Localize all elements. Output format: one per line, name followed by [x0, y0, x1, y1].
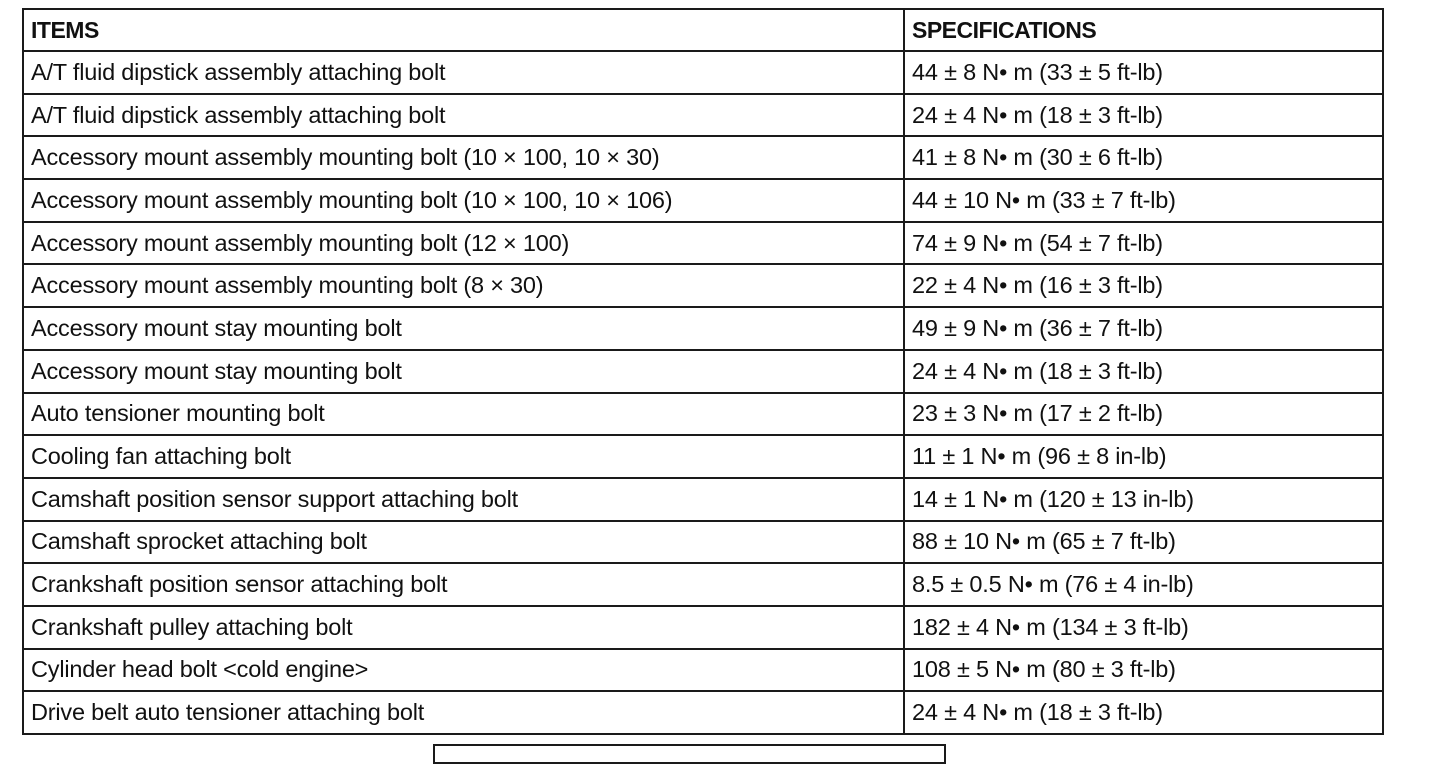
- specifications-table: [22, 8, 1384, 735]
- table-row: [23, 94, 1383, 137]
- spec-cell: 11 ± 1 N• m (96 ± 8 in-lb): [904, 435, 1383, 478]
- table-row: [23, 691, 1383, 734]
- item-cell: Accessory mount stay mounting bolt: [23, 350, 904, 393]
- table-row: [23, 563, 1383, 606]
- item-cell: Accessory mount assembly mounting bolt (12 × 100): [23, 222, 904, 265]
- item-cell: Crankshaft position sensor attaching bolt: [23, 563, 904, 606]
- item-cell: Drive belt auto tensioner attaching bolt: [23, 691, 904, 734]
- spec-cell: 108 ± 5 N• m (80 ± 3 ft-lb): [904, 649, 1383, 692]
- items-column-header: ITEMS: [23, 9, 904, 51]
- spec-cell: 44 ± 10 N• m (33 ± 7 ft-lb): [904, 179, 1383, 222]
- item-cell: Auto tensioner mounting bolt: [23, 393, 904, 436]
- spec-cell: 74 ± 9 N• m (54 ± 7 ft-lb): [904, 222, 1383, 265]
- spec-cell: 14 ± 1 N• m (120 ± 13 in-lb): [904, 478, 1383, 521]
- table-header-row: [23, 9, 1383, 51]
- item-cell: Accessory mount stay mounting bolt: [23, 307, 904, 350]
- item-cell: Accessory mount assembly mounting bolt (10 × 100, 10 × 30): [23, 136, 904, 179]
- item-cell: Camshaft sprocket attaching bolt: [23, 521, 904, 564]
- item-cell: Crankshaft pulley attaching bolt: [23, 606, 904, 649]
- table-row: [23, 435, 1383, 478]
- table-row: [23, 222, 1383, 265]
- table-row: [23, 51, 1383, 94]
- item-cell: Accessory mount assembly mounting bolt (10 × 100, 10 × 106): [23, 179, 904, 222]
- spec-cell: 49 ± 9 N• m (36 ± 7 ft-lb): [904, 307, 1383, 350]
- table-row: [23, 179, 1383, 222]
- table-row: [23, 136, 1383, 179]
- item-cell: A/T fluid dipstick assembly attaching bolt: [23, 94, 904, 137]
- spec-cell: 44 ± 8 N• m (33 ± 5 ft-lb): [904, 51, 1383, 94]
- item-cell: Cooling fan attaching bolt: [23, 435, 904, 478]
- table-row: [23, 649, 1383, 692]
- spec-cell: 182 ± 4 N• m (134 ± 3 ft-lb): [904, 606, 1383, 649]
- spec-cell: 24 ± 4 N• m (18 ± 3 ft-lb): [904, 350, 1383, 393]
- item-cell: A/T fluid dipstick assembly attaching bolt: [23, 51, 904, 94]
- spec-cell: 24 ± 4 N• m (18 ± 3 ft-lb): [904, 691, 1383, 734]
- item-cell: Cylinder head bolt <cold engine>: [23, 649, 904, 692]
- table-row: [23, 606, 1383, 649]
- table-row: [23, 521, 1383, 564]
- table-row: [23, 350, 1383, 393]
- table-row: [23, 307, 1383, 350]
- table-row: [23, 478, 1383, 521]
- item-cell: Accessory mount assembly mounting bolt (8 × 30): [23, 264, 904, 307]
- table-row: [23, 264, 1383, 307]
- spec-cell: 24 ± 4 N• m (18 ± 3 ft-lb): [904, 94, 1383, 137]
- spec-cell: 41 ± 8 N• m (30 ± 6 ft-lb): [904, 136, 1383, 179]
- spec-cell: 22 ± 4 N• m (16 ± 3 ft-lb): [904, 264, 1383, 307]
- item-cell: Camshaft position sensor support attaching bolt: [23, 478, 904, 521]
- specifications-column-header: SPECIFICATIONS: [904, 9, 1383, 51]
- spec-cell: 23 ± 3 N• m (17 ± 2 ft-lb): [904, 393, 1383, 436]
- spec-cell: 8.5 ± 0.5 N• m (76 ± 4 in-lb): [904, 563, 1383, 606]
- footer-box-partial: [433, 744, 946, 764]
- table-row: [23, 393, 1383, 436]
- spec-cell: 88 ± 10 N• m (65 ± 7 ft-lb): [904, 521, 1383, 564]
